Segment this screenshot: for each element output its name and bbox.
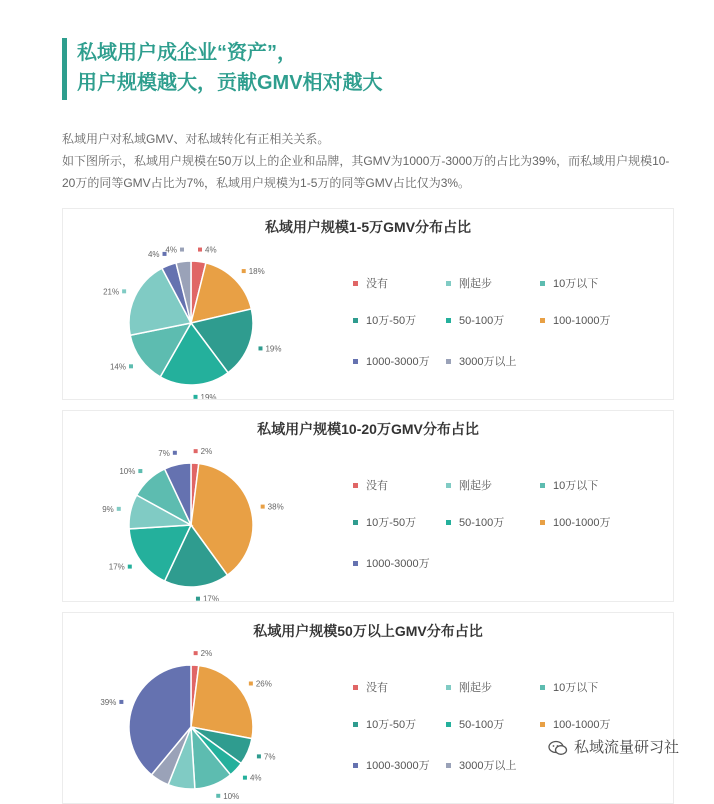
slice-label-marker (138, 469, 142, 473)
legend-swatch (540, 281, 545, 286)
legend-item (353, 555, 430, 571)
slice-label-marker (128, 565, 132, 569)
slice-label-marker (261, 505, 265, 509)
legend-item (446, 353, 516, 369)
legend-item (446, 312, 504, 328)
slice-label: 39% (100, 697, 117, 707)
slice-label: 10% (223, 791, 240, 801)
legend-swatch (540, 722, 545, 727)
legend-item (353, 757, 430, 773)
legend-label: 10万-50万 (366, 719, 417, 731)
chart-title: 私域用户规模10-20万GMV分布占比 (257, 421, 479, 437)
legend-swatch (353, 722, 358, 727)
slice-label-marker (180, 248, 184, 252)
legend-item (540, 275, 598, 291)
legend-swatch (446, 318, 451, 323)
chart-title: 私域用户规模50万以上GMV分布占比 (253, 623, 483, 639)
chart-card-2 (62, 410, 674, 602)
legend-label: 没有 (366, 480, 388, 492)
legend-swatch (446, 483, 451, 488)
legend-label: 100-1000万 (553, 315, 611, 327)
slice-label: 19% (200, 392, 217, 399)
legend-item (353, 477, 388, 493)
legend-label: 10万以下 (553, 682, 599, 694)
legend-label: 刚起步 (459, 480, 492, 492)
legend-swatch (446, 763, 451, 768)
pie-chart (63, 411, 343, 601)
slice-label-marker (194, 651, 198, 655)
legend-label: 50-100万 (459, 315, 505, 327)
legend-item (446, 757, 516, 773)
watermark (548, 736, 679, 757)
legend-item (353, 716, 416, 732)
legend-label: 100-1000万 (553, 719, 611, 731)
legend-item (540, 312, 611, 328)
legend-label: 3000万以上 (459, 356, 517, 368)
legend-swatch (353, 685, 358, 690)
slice-label-marker (216, 794, 220, 798)
slice-label-marker (198, 248, 202, 252)
legend-label: 没有 (366, 682, 388, 694)
intro-paragraph-1: 私域用户对私域GMV、对私域转化有正相关关系。 (62, 132, 330, 146)
pie-chart (63, 613, 343, 803)
slice-label: 38% (267, 502, 284, 512)
chart-card-3 (62, 612, 674, 804)
slice-label: 4% (165, 245, 177, 255)
legend-swatch (446, 281, 451, 286)
legend-swatch (540, 685, 545, 690)
slice-label: 4% (147, 249, 160, 259)
slice-label: 10% (119, 467, 136, 477)
slice-label: 21% (103, 287, 120, 297)
legend-label: 1000-3000万 (366, 558, 430, 570)
legend-item (446, 275, 492, 291)
legend-label: 1000-3000万 (366, 356, 430, 368)
legend-item (353, 312, 416, 328)
legend-swatch (540, 520, 545, 525)
legend-label: 刚起步 (459, 278, 492, 290)
slice-label: 2% (200, 447, 213, 457)
wechat-icon (548, 740, 568, 756)
legend-swatch (446, 359, 451, 364)
legend-label: 没有 (366, 278, 388, 290)
slice-label: 17% (202, 594, 219, 601)
legend-swatch (353, 520, 358, 525)
legend-swatch (353, 359, 358, 364)
slice-label: 2% (200, 649, 213, 659)
legend-item (353, 679, 388, 695)
legend-label: 10万-50万 (366, 315, 417, 327)
legend-label: 50-100万 (459, 517, 505, 529)
slice-label: 18% (248, 267, 265, 277)
slice-label-marker (196, 597, 200, 601)
legend-item (540, 716, 611, 732)
legend-item (540, 477, 598, 493)
legend-item (446, 514, 504, 530)
pie-chart (63, 209, 343, 399)
slice-label: 26% (255, 679, 272, 689)
legend-swatch (353, 763, 358, 768)
legend-item (353, 514, 416, 530)
legend-item (540, 514, 611, 530)
legend-swatch (446, 520, 451, 525)
watermark-text: 私域流量研习社 (574, 739, 680, 756)
pie-slice (191, 665, 253, 738)
slice-label-marker (119, 700, 123, 704)
intro-text (62, 128, 672, 194)
legend-swatch (353, 483, 358, 488)
slice-label-marker (194, 395, 198, 399)
slice-label-marker (173, 451, 177, 455)
slice-label: 14% (109, 362, 127, 372)
legend-swatch (353, 281, 358, 286)
slice-label: 7% (263, 752, 276, 762)
slice-label-marker (117, 507, 121, 511)
slice-label: 19% (265, 344, 282, 354)
slice-label-marker (258, 346, 262, 350)
slice-label-marker (257, 754, 261, 758)
legend-item (353, 353, 430, 369)
slice-label-marker (242, 269, 246, 273)
legend-swatch (540, 318, 545, 323)
slice-label-marker (243, 776, 247, 780)
chart-title: 私域用户规模1-5万GMV分布占比 (264, 219, 472, 235)
legend-label: 3000万以上 (459, 760, 517, 772)
intro-paragraph-2: 如下图所示，私域用户规模在50万以上的企业和品牌，其GMV为1000万-3000万的占比为39%，而私域用户规模10-20万的同等GMV占比为7%，私域用户规模为1-5万的同等GMV占比仅为3%。 (62, 154, 670, 190)
chart-card-1 (62, 208, 674, 400)
slice-label: 17% (108, 562, 125, 572)
legend-swatch (446, 685, 451, 690)
heading-line-1: 私域用户成企业“资产”， (77, 42, 297, 64)
slice-label-marker (194, 449, 198, 453)
section-heading (62, 38, 383, 100)
legend-swatch (353, 561, 358, 566)
legend-label: 100-1000万 (553, 517, 611, 529)
legend-swatch (540, 483, 545, 488)
legend-item (353, 275, 388, 291)
legend-label: 50-100万 (459, 719, 505, 731)
slice-label-marker (129, 364, 133, 368)
legend-label: 10万以下 (553, 278, 599, 290)
slice-label-marker (122, 289, 126, 293)
slice-label: 4% (249, 773, 262, 783)
legend-item (446, 716, 504, 732)
legend-label: 10万-50万 (366, 517, 417, 529)
legend-item (446, 679, 492, 695)
legend-label: 刚起步 (459, 682, 492, 694)
legend-label: 10万以下 (553, 480, 599, 492)
slice-label: 7% (158, 448, 170, 458)
slice-label-marker (249, 682, 253, 686)
legend-swatch (446, 722, 451, 727)
legend-item (540, 679, 598, 695)
slice-label: 9% (102, 504, 114, 514)
slice-label: 4% (205, 245, 217, 255)
legend-label: 1000-3000万 (366, 760, 430, 772)
legend-item (446, 477, 492, 493)
legend-swatch (353, 318, 358, 323)
heading-line-2: 用户规模越大，贡献GMV相对越大 (77, 72, 383, 94)
